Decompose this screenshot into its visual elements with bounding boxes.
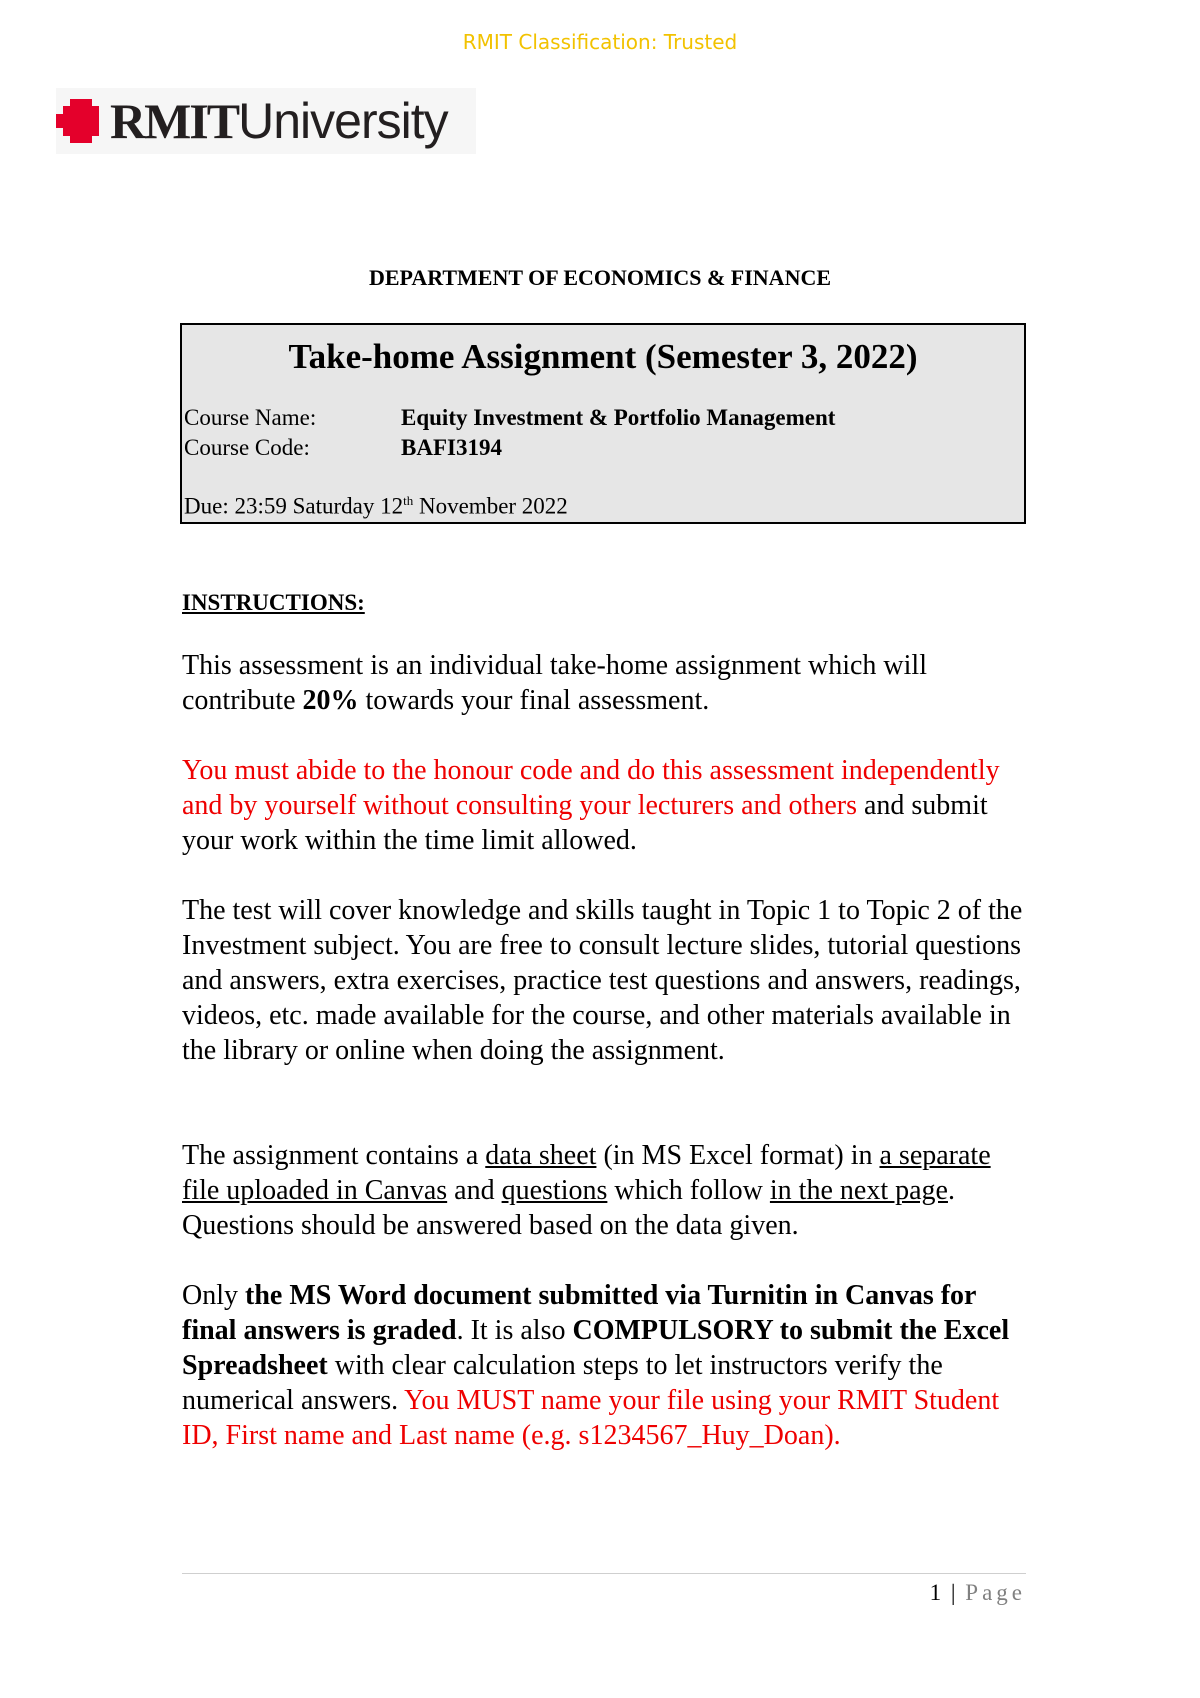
course-code-label: Course Code: <box>184 435 310 460</box>
classification-label: RMIT Classification: Trusted <box>462 30 738 54</box>
course-name-row <box>184 403 835 433</box>
questions-text: questions <box>501 1175 608 1206</box>
paragraph-weighting: This assessment is an individual take-home assignment which will contribute 20% towards your final assessment. <box>182 650 927 716</box>
course-name-value: Equity Investment & Portfolio Management <box>401 405 836 430</box>
instructions-heading: INSTRUCTIONS: <box>182 590 365 615</box>
paragraph-submission: Only the MS Word document submitted via Turnitin in Canvas for final answers is graded. It is also COMPULSORY to submit the Excel Spreadsheet with clear calculation steps to let instructors verify the numerical answers. You MUST name your file using your RMIT Student ID, First name and Last name (e.g. s1234567_Huy_Doan). <box>182 1280 1010 1451</box>
page-word: Page <box>965 1580 1026 1605</box>
due-date: Due: 23:59 Saturday 12th November 2022 <box>184 493 568 519</box>
page-number: 1 <box>929 1580 944 1605</box>
course-name-label: Course Name: <box>184 405 317 430</box>
paragraph-coverage: The test will cover knowledge and skills taught in Topic 1 to Topic 2 of the Investment subject. You are free to consult lecture slides, tutorial questions and answers, extra exercises, practice test questions and answers, readings, videos, etc. made available for the course, and other materials available in the library or online when doing the assignment. <box>182 895 1023 1066</box>
page-footer: 1 | Page <box>929 1580 1026 1605</box>
rmit-pixel-icon <box>56 96 106 146</box>
paragraph-honour-code: You must abide to the honour code and do this assessment independently and by yourself without consulting your lecturers and others and submit your work within the time limit allowed. <box>182 755 1000 856</box>
assignment-info-box <box>180 323 1026 524</box>
logo-wordmark: RMITUniversity <box>110 93 448 149</box>
footer-divider <box>182 1573 1026 1574</box>
assignment-title: Take-home Assignment (Semester 3, 2022) <box>288 337 918 376</box>
rmit-logo <box>56 88 476 154</box>
course-code-row <box>184 433 502 463</box>
course-code-value: BAFI3194 <box>401 435 502 460</box>
paragraph-data-sheet: The assignment contains a data sheet (in MS Excel format) in a separate file uploaded in Canvas and questions which follow in the next page. Questions should be answered based on the data given. <box>182 1140 991 1241</box>
department-heading: DEPARTMENT OF ECONOMICS & FINANCE <box>368 265 832 290</box>
canvas-file-text: a separate file uploaded in Canvas <box>182 1140 991 1206</box>
next-page-text: in the next page <box>769 1175 948 1206</box>
data-sheet-text: data sheet <box>485 1140 597 1171</box>
